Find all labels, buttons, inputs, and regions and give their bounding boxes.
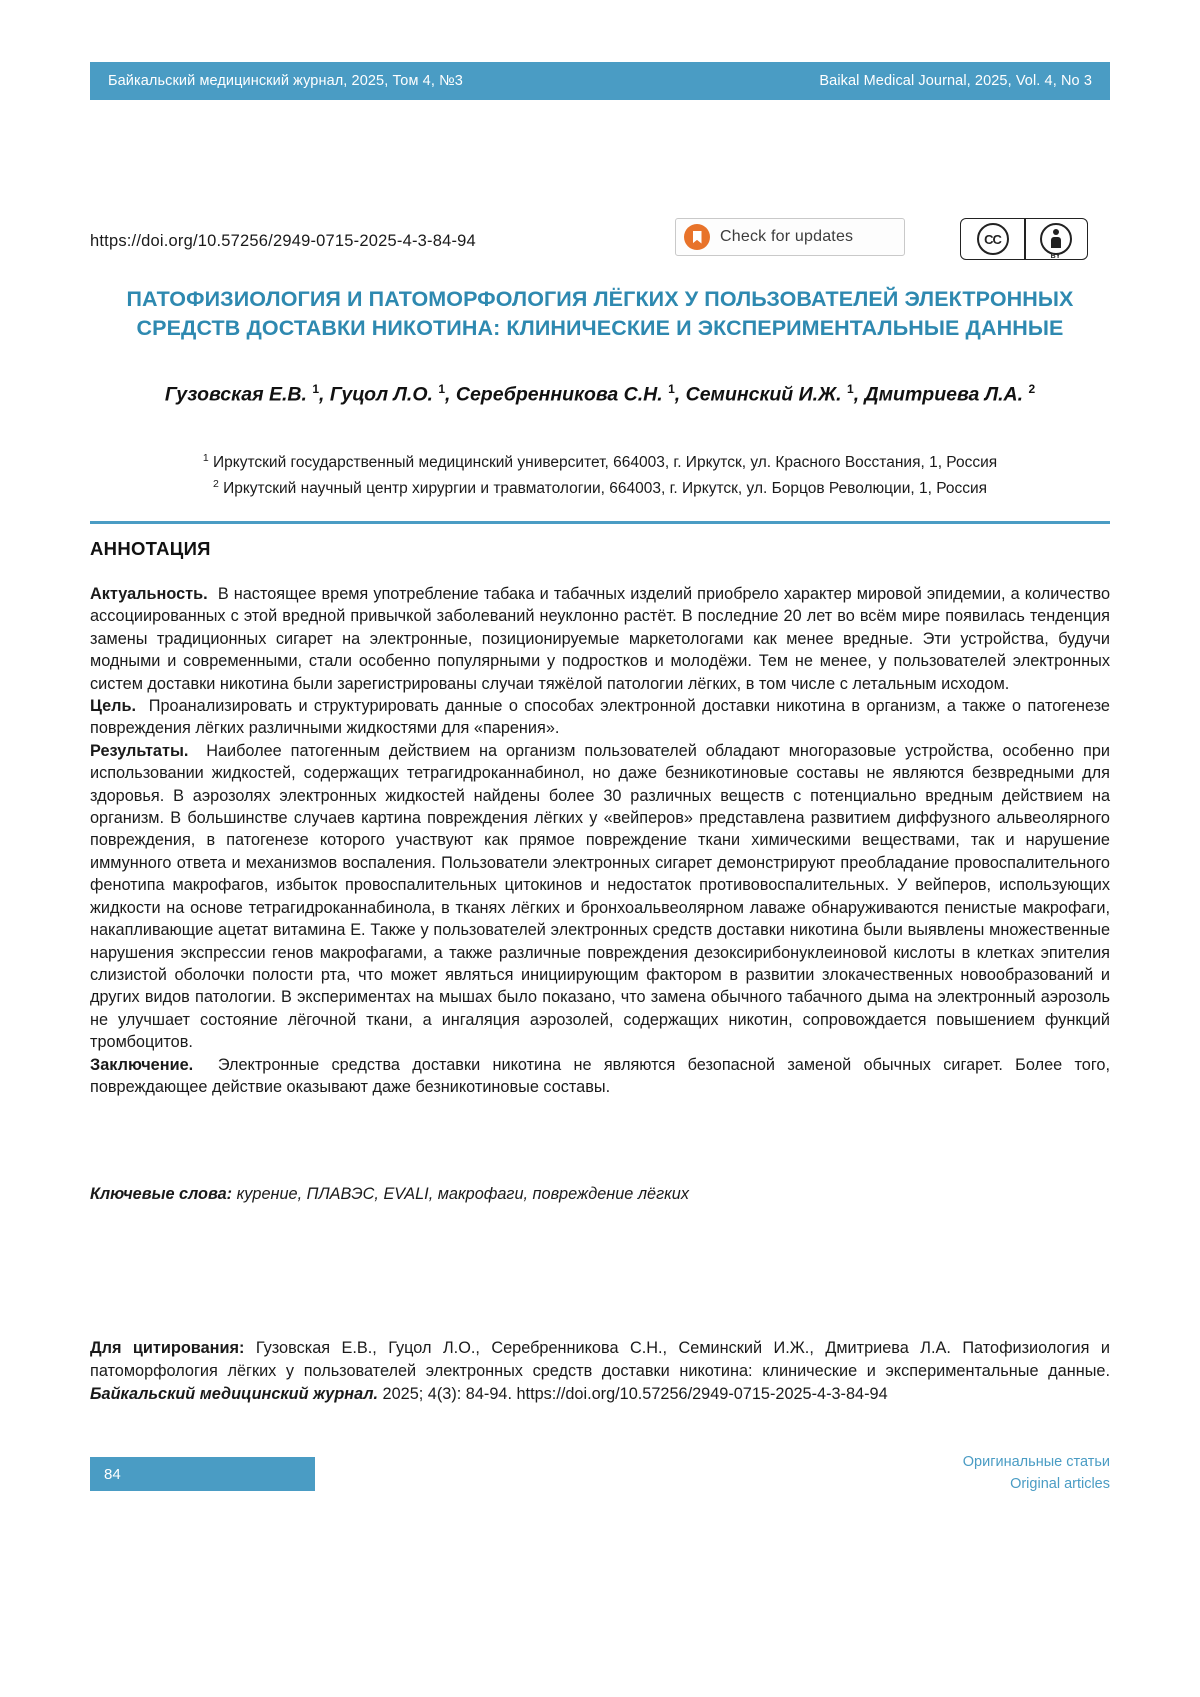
doi-and-badges-row — [90, 218, 1110, 270]
keywords-label: Ключевые слова: — [90, 1185, 233, 1203]
citation-issue: 2025; 4(3): 84-94. — [382, 1384, 512, 1403]
affiliation-marker: 2 — [212, 477, 219, 490]
affiliation-text: Иркутский научный центр хирургии и травматологии, 664003, г. Иркутск, ул. Борцов Революции, 1, Россия — [223, 480, 988, 498]
abstract-paragraph — [90, 740, 1110, 1054]
footer-section-ru: Оригинальные статьи — [962, 1454, 1110, 1470]
abstract-body — [90, 583, 1110, 1098]
doi-link[interactable]: https://doi.org/10.57256/2949-0715-2025-4-3-84-94 — [90, 232, 476, 250]
author-list: Гузовская Е.В. $^1$, Гуцол Л.О. $^1$, Серебренникова С.Н. $^1$, Семинский И.Ж. $^1$, Дмитриева Л.А. $^2$ — [164, 382, 1036, 406]
check-for-updates-badge[interactable] — [675, 218, 905, 256]
page-number-bar — [90, 1457, 315, 1491]
page-title: ПАТОФИЗИОЛОГИЯ И ПАТОМОРФОЛОГИЯ ЛЁГКИХ У ПОЛЬЗОВАТЕЛЕЙ ЭЛЕКТРОННЫХ СРЕДСТВ ДОСТАВКИ НИКОТИНА: КЛИНИЧЕСКИЕ И ЭКСПЕРИМЕНТАЛЬНЫЕ ДАННЫЕ — [126, 287, 1074, 341]
abstract-heading: АННОТАЦИЯ — [90, 538, 211, 559]
abstract-text: В настоящее время употребление табака и табачных изделий приобрело характер мировой эпидемии, а количество ассоциированных с этой вредной привычкой заболеваний неуклонно растёт. В последние 20 лет во всём мире появилась тенденция замены традиционных сигарет на электронные, позиционируемые маркетологами как менее вредные. Эти устройства, будучи модными и современными, стали особенно популярными у подростков и молодёжи. Тем не менее, у пользователей электронных систем доставки никотина были зарегистрированы случаи тяжёлой патологии лёгких, в том числе с летальным исходом. — [90, 585, 1110, 693]
abstract-paragraph — [90, 695, 1110, 740]
page-number: 84 — [104, 1465, 121, 1483]
keywords-row — [90, 1185, 1110, 1204]
abstract-label: Актуальность. — [90, 585, 208, 603]
cc-by-cell — [1024, 219, 1087, 259]
footer-section-labels — [710, 1452, 1110, 1496]
cc-person-icon — [1040, 223, 1072, 255]
citation-label: Для цитирования: — [90, 1339, 245, 1357]
affiliation-item — [90, 450, 1110, 476]
citation-block — [90, 1337, 1110, 1405]
footer-section-en: Original articles — [1010, 1475, 1110, 1492]
cc-logo-cell — [961, 219, 1024, 259]
running-header-left: Байкальский медицинский журнал, 2025, Том 4, №3 — [108, 73, 463, 89]
affiliation-item — [90, 476, 1110, 502]
cc-icon: CC — [977, 223, 1009, 255]
creative-commons-by-badge[interactable] — [960, 218, 1088, 260]
running-header-right: Baikal Medical Journal, 2025, Vol. 4, No 3 — [819, 73, 1092, 89]
citation-journal: Байкальский медицинский журнал. — [90, 1384, 378, 1403]
check-for-updates-label: Check for updates — [720, 228, 854, 245]
crossmark-shield-icon — [684, 224, 710, 250]
abstract-text: Проанализировать и структурировать данные о способах электронной доставки никотина в организм, а также о патогенезе повреждения лёгких различными жидкостями для «парения». — [90, 697, 1110, 738]
abstract-paragraph — [90, 583, 1110, 695]
affiliation-text: Иркутский государственный медицинский университет, 664003, г. Иркутск, ул. Красного Восстания, 1, Россия — [213, 454, 998, 472]
affiliation-list — [90, 450, 1110, 502]
keywords-list: курение, ПЛАВЭС, EVALI, макрофаги, повреждение лёгких — [236, 1185, 689, 1203]
abstract-paragraph — [90, 1054, 1110, 1099]
running-header — [90, 62, 1110, 100]
abstract-label: Цель. — [90, 697, 137, 716]
abstract-text: Электронные средства доставки никотина не являются безопасной заменой обычных сигарет. Более того, повреждающее действие оказывают даже безникотиновые составы. — [90, 1055, 1110, 1096]
citation-authors-title: Гузовская Е.В., Гуцол Л.О., Серебренникова С.Н., Семинский И.Ж., Дмитриева Л.А. Патофизиология и патоморфология лёгких у пользователей электронных средств доставки никотина: клинические и экспериментальные данные. — [90, 1339, 1110, 1380]
affiliation-marker: 1 — [202, 452, 209, 464]
abstract-label: Заключение. — [90, 1055, 194, 1074]
abstract-label: Результаты. — [90, 741, 189, 760]
abstract-text: Наиболее патогенным действием на организм пользователей обладают многоразовые устройства, особенно при использовании жидкостей, содержащих тетрагидроканнабинол, но даже безникотиновые составы не являются безвредными для здоровья. В аэрозолях электронных жидкостей найдены более 30 различных веществ с потенциально вредным действием на организм. В большинстве случаев картина повреждения лёгких у «вейперов» представлена развитием диффузного альвеолярного повреждения, в патогенезе которого участвуют как прямое повреждение ткани химическими веществами, так и нарушение иммунного ответа и механизмов воспаления. Пользователи электронных сигарет демонстрируют преобладание провоспалительного фенотипа макрофагов, избыток провоспалительных цитокинов и недостаток противовоспалительных. У вейперов, использующих жидкости на основе тетрагидроканнабинола, в тканях лёгких и бронхоальвеолярном лаваже обнаруживаются пенистые макрофаги, накапливающие ацетат витамина Е. Также у пользователей электронных средств доставки никотина были выявлены множественные нарушения экспрессии генов макрофагами, а также различные повреждения дезоксирибонуклеиновой кислоты в клетках эпителия слизистой оболочки полости рта, что может являться инициирующим фактором в развитии злокачественных новообразований и других видов патологии. В экспериментах на мышах было показано, что замена обычного табачного дыма на электронный аэрозоль не улучшает состояние лёгочной ткани, а ингаляция аэрозолей, содержащих никотин, сопровождается повышением функций тромбоцитов. — [90, 741, 1110, 1052]
cc-by-label: BY — [1050, 253, 1061, 260]
section-divider — [90, 521, 1110, 524]
citation-doi[interactable]: https://doi.org/10.57256/2949-0715-2025-4-3-84-94 — [516, 1384, 888, 1403]
